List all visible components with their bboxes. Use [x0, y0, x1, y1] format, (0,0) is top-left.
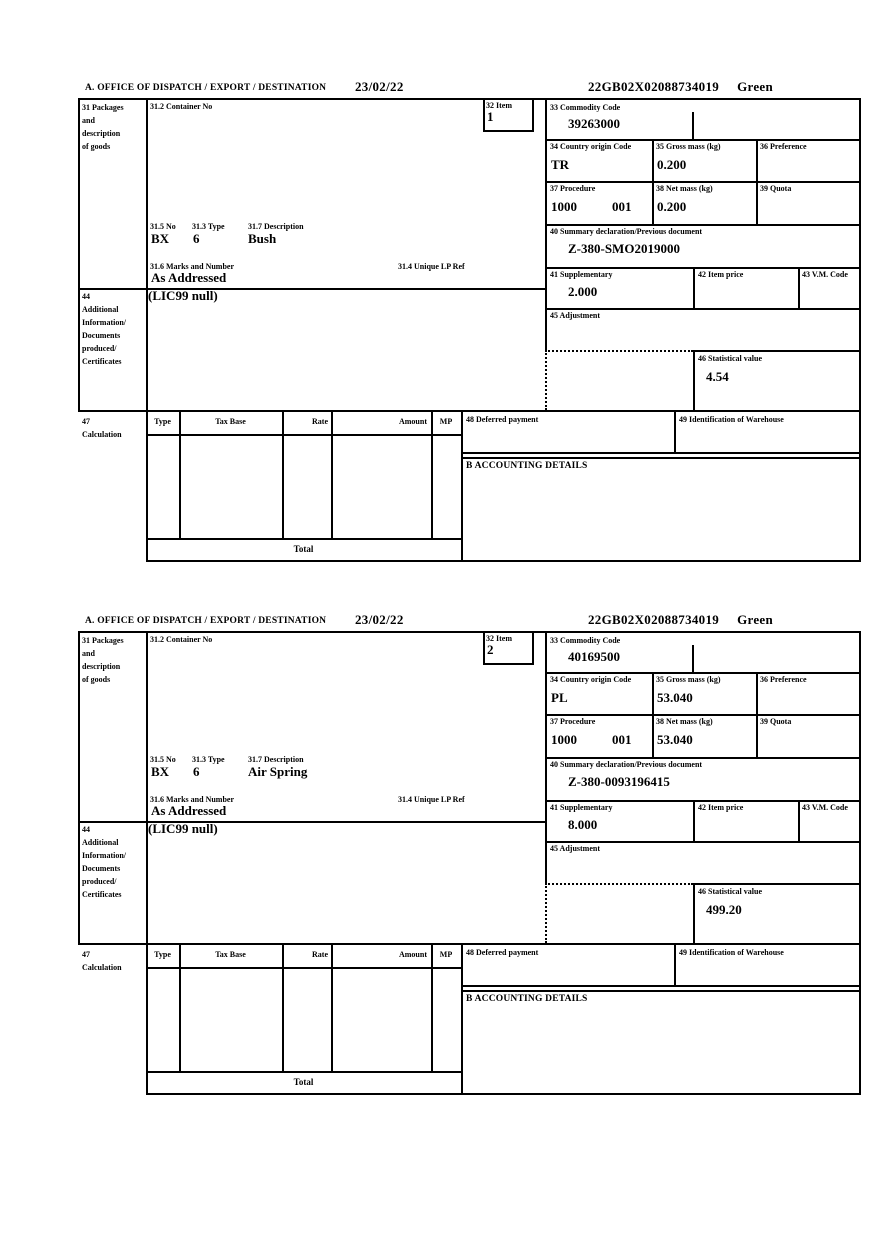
- border-line: [545, 714, 861, 716]
- box43-vm-code-label: 43 V.M. Code: [802, 803, 848, 812]
- border-line: [693, 883, 695, 945]
- packages-number-value: BX: [151, 231, 170, 246]
- border-line: [545, 800, 861, 802]
- border-line: [483, 663, 534, 665]
- label-line: Documents: [82, 331, 121, 340]
- border-line: [461, 985, 861, 987]
- net-mass-value: 53.040: [657, 732, 693, 747]
- border-line: [179, 945, 181, 1071]
- border-line: [146, 1093, 861, 1095]
- border-line: [483, 130, 534, 132]
- box31-5-no-label: 31.5 No: [150, 222, 176, 231]
- office-of-dispatch-label: A. OFFICE OF DISPATCH / EXPORT / DESTINATION: [85, 616, 327, 626]
- box33-commodity-code-label: 33 Commodity Code: [550, 103, 621, 112]
- table-header-mp: MP: [439, 417, 453, 426]
- statistical-value: 499.20: [706, 902, 742, 917]
- gross-mass-value: 53.040: [657, 690, 693, 705]
- box35-gross-mass-label: 35 Gross mass (kg): [656, 142, 721, 151]
- label-line: 47: [82, 417, 90, 426]
- border-line: [545, 631, 547, 883]
- label-line: Information/: [82, 851, 126, 860]
- border-line: [859, 98, 861, 562]
- label-line: 47: [82, 950, 90, 959]
- date-value: 23/02/22: [355, 79, 404, 94]
- commodity-code-value: 39263000: [568, 116, 620, 131]
- border-line: [545, 139, 861, 141]
- box31-4-unique-lp-ref-label: 31.4 Unique LP Ref: [398, 262, 465, 271]
- border-line: [146, 967, 463, 969]
- box35-gross-mass-label: 35 Gross mass (kg): [656, 675, 721, 684]
- label-line: produced/: [82, 877, 117, 886]
- border-line: [146, 560, 861, 562]
- border-line: [545, 181, 861, 183]
- country-origin-value: PL: [551, 690, 568, 705]
- packages-type-value: 6: [193, 764, 200, 779]
- label-line: Certificates: [82, 890, 122, 899]
- label-line: Documents: [82, 864, 121, 873]
- box31-5-no-label: 31.5 No: [150, 755, 176, 764]
- label-line: description: [82, 662, 121, 671]
- table-total-label: Total: [293, 544, 314, 554]
- box42-item-price-label: 42 Item price: [698, 803, 744, 812]
- label-line: Calculation: [82, 430, 122, 439]
- border-line: [146, 410, 148, 562]
- table-header-mp: MP: [439, 950, 453, 959]
- commodity-code-separator-tick: [692, 645, 694, 673]
- accounting-details-label: B ACCOUNTING DETAILS: [466, 994, 588, 1004]
- box31-6-marks-label: 31.6 Marks and Number: [150, 262, 235, 271]
- border-line: [756, 672, 758, 759]
- border-line: [146, 434, 463, 436]
- border-line: [282, 945, 284, 1071]
- border-line: [78, 631, 861, 633]
- border-line: [652, 139, 654, 226]
- box39-quota-label: 39 Quota: [760, 717, 792, 726]
- box45-adjustment-label: 45 Adjustment: [550, 311, 601, 320]
- border-line: [674, 943, 676, 987]
- border-line: [78, 98, 80, 412]
- additional-information-value: (LIC99 null): [148, 821, 218, 836]
- box31-6-marks-label: 31.6 Marks and Number: [150, 795, 235, 804]
- mrn-value: 22GB02X02088734019: [588, 79, 720, 94]
- table-header-type: Type: [154, 950, 171, 959]
- table-header-rate: Rate: [312, 417, 328, 426]
- border-line: [146, 98, 148, 412]
- box47-calculation-label: [82, 415, 122, 441]
- box33-commodity-code-label: 33 Commodity Code: [550, 636, 621, 645]
- border-line: [532, 98, 534, 132]
- border-line: [674, 410, 676, 454]
- border-line: [78, 631, 80, 945]
- label-line: of goods: [82, 675, 111, 684]
- border-line: [545, 267, 861, 269]
- box36-preference-label: 36 Preference: [760, 142, 807, 151]
- packages-type-value: 6: [193, 231, 200, 246]
- box49-warehouse-label: 49 Identification of Warehouse: [679, 948, 784, 957]
- label-line: and: [82, 649, 95, 658]
- item-number-value: 1: [487, 109, 494, 124]
- packages-number-value: BX: [151, 764, 170, 779]
- border-line: [483, 98, 485, 132]
- additional-information-value: (LIC99 null): [148, 288, 218, 303]
- date-value: 23/02/22: [355, 612, 404, 627]
- box32-item-label: 32 Item: [486, 634, 512, 643]
- label-line: Calculation: [82, 963, 122, 972]
- label-line: description: [82, 129, 121, 138]
- dotted-line: [545, 883, 547, 943]
- country-origin-value: TR: [551, 157, 570, 172]
- net-mass-value: 0.200: [657, 199, 687, 214]
- box46-statistical-value-label: 46 Statistical value: [698, 354, 762, 363]
- dotted-line: [545, 350, 693, 352]
- border-line: [483, 631, 485, 665]
- marks-and-number-value: As Addressed: [151, 803, 227, 818]
- commodity-code-value: 40169500: [568, 649, 620, 664]
- mrn-value: 22GB02X02088734019: [588, 612, 720, 627]
- table-header-tax-base: Tax Base: [215, 417, 246, 426]
- box40-previous-document-label: 40 Summary declaration/Previous document: [550, 227, 703, 236]
- marks-and-number-value: As Addressed: [151, 270, 227, 285]
- border-line: [798, 267, 800, 310]
- accounting-details-label: B ACCOUNTING DETAILS: [466, 461, 588, 471]
- box31-2-container-label: 31.2 Container No: [150, 635, 213, 644]
- border-line: [693, 800, 695, 843]
- border-line: [756, 139, 758, 226]
- table-header-rate: Rate: [312, 950, 328, 959]
- border-line: [545, 841, 861, 843]
- supplementary-units-value: 2.000: [568, 284, 598, 299]
- border-line: [532, 631, 534, 665]
- border-line: [693, 883, 861, 885]
- declaration-item-block: [78, 611, 862, 1097]
- border-line: [78, 410, 861, 412]
- box32-item-label: 32 Item: [486, 101, 512, 110]
- border-line: [431, 412, 433, 538]
- border-line: [431, 945, 433, 1071]
- label-line: Additional: [82, 305, 119, 314]
- border-line: [693, 350, 861, 352]
- box44-additional-info-label: [82, 823, 126, 901]
- supplementary-units-value: 8.000: [568, 817, 598, 832]
- goods-description-value: Bush: [248, 231, 277, 246]
- label-line: produced/: [82, 344, 117, 353]
- label-line: Information/: [82, 318, 126, 327]
- box44-additional-info-label: [82, 290, 126, 368]
- box45-adjustment-label: 45 Adjustment: [550, 844, 601, 853]
- box47-calculation-label: [82, 948, 122, 974]
- box31-packages-label: [82, 634, 124, 686]
- border-line: [461, 410, 463, 562]
- box38-net-mass-label: 38 Net mass (kg): [656, 717, 713, 726]
- box46-statistical-value-label: 46 Statistical value: [698, 887, 762, 896]
- table-header-tax-base: Tax Base: [215, 950, 246, 959]
- box31-packages-label: [82, 101, 124, 153]
- box40-previous-document-label: 40 Summary declaration/Previous document: [550, 760, 703, 769]
- border-line: [146, 631, 148, 945]
- declaration-item-block: [78, 78, 862, 564]
- border-line: [146, 943, 148, 1095]
- routing-value: Green: [737, 79, 773, 94]
- box37-procedure-label: 37 Procedure: [550, 184, 596, 193]
- commodity-code-separator-tick: [692, 112, 694, 140]
- border-line: [693, 350, 695, 412]
- border-line: [179, 412, 181, 538]
- box39-quota-label: 39 Quota: [760, 184, 792, 193]
- box36-preference-label: 36 Preference: [760, 675, 807, 684]
- box43-vm-code-label: 43 V.M. Code: [802, 270, 848, 279]
- box31-4-unique-lp-ref-label: 31.4 Unique LP Ref: [398, 795, 465, 804]
- box48-deferred-payment-label: 48 Deferred payment: [466, 415, 539, 424]
- box41-supplementary-label: 41 Supplementary: [550, 803, 613, 812]
- border-line: [146, 538, 463, 540]
- mrn-routing-line: [588, 613, 773, 627]
- table-header-amount: Amount: [398, 950, 427, 959]
- border-line: [461, 943, 463, 1095]
- procedure-value: 1000: [551, 732, 577, 747]
- procedure-additional-value: 001: [612, 199, 632, 214]
- border-line: [693, 267, 695, 310]
- border-line: [798, 800, 800, 843]
- label-line: 44: [82, 825, 90, 834]
- routing-value: Green: [737, 612, 773, 627]
- mrn-routing-line: [588, 80, 773, 94]
- table-header-amount: Amount: [398, 417, 427, 426]
- label-line: and: [82, 116, 95, 125]
- table-total-label: Total: [293, 1077, 314, 1087]
- border-line: [545, 224, 861, 226]
- box34-country-origin-label: 34 Country origin Code: [550, 142, 632, 151]
- label-line: of goods: [82, 142, 111, 151]
- border-line: [545, 672, 861, 674]
- box42-item-price-label: 42 Item price: [698, 270, 744, 279]
- border-line: [545, 308, 861, 310]
- box31-7-description-label: 31.7 Description: [248, 755, 304, 764]
- label-line: Additional: [82, 838, 119, 847]
- statistical-value: 4.54: [706, 369, 729, 384]
- box31-7-description-label: 31.7 Description: [248, 222, 304, 231]
- border-line: [78, 943, 861, 945]
- border-line: [461, 452, 861, 454]
- border-line: [545, 98, 547, 350]
- label-line: 44: [82, 292, 90, 301]
- dotted-line: [545, 350, 547, 410]
- goods-description-value: Air Spring: [248, 764, 308, 779]
- box49-warehouse-label: 49 Identification of Warehouse: [679, 415, 784, 424]
- box48-deferred-payment-label: 48 Deferred payment: [466, 948, 539, 957]
- item-number-value: 2: [487, 642, 494, 657]
- box38-net-mass-label: 38 Net mass (kg): [656, 184, 713, 193]
- border-line: [461, 457, 861, 459]
- previous-document-value: Z-380-0093196415: [568, 774, 670, 789]
- box31-3-type-label: 31.3 Type: [192, 222, 225, 231]
- box31-3-type-label: 31.3 Type: [192, 755, 225, 764]
- border-line: [331, 945, 333, 1071]
- gross-mass-value: 0.200: [657, 157, 687, 172]
- border-line: [78, 98, 861, 100]
- box37-procedure-label: 37 Procedure: [550, 717, 596, 726]
- border-line: [859, 631, 861, 1095]
- office-of-dispatch-label: A. OFFICE OF DISPATCH / EXPORT / DESTINATION: [85, 83, 327, 93]
- border-line: [282, 412, 284, 538]
- box41-supplementary-label: 41 Supplementary: [550, 270, 613, 279]
- border-line: [146, 1071, 463, 1073]
- dotted-line: [545, 883, 693, 885]
- label-line: Certificates: [82, 357, 122, 366]
- procedure-additional-value: 001: [612, 732, 632, 747]
- label-line: 31 Packages: [82, 636, 124, 645]
- border-line: [652, 672, 654, 759]
- table-header-type: Type: [154, 417, 171, 426]
- previous-document-value: Z-380-SMO2019000: [568, 241, 680, 256]
- procedure-value: 1000: [551, 199, 577, 214]
- border-line: [461, 990, 861, 992]
- border-line: [545, 757, 861, 759]
- label-line: 31 Packages: [82, 103, 124, 112]
- box31-2-container-label: 31.2 Container No: [150, 102, 213, 111]
- border-line: [331, 412, 333, 538]
- box34-country-origin-label: 34 Country origin Code: [550, 675, 632, 684]
